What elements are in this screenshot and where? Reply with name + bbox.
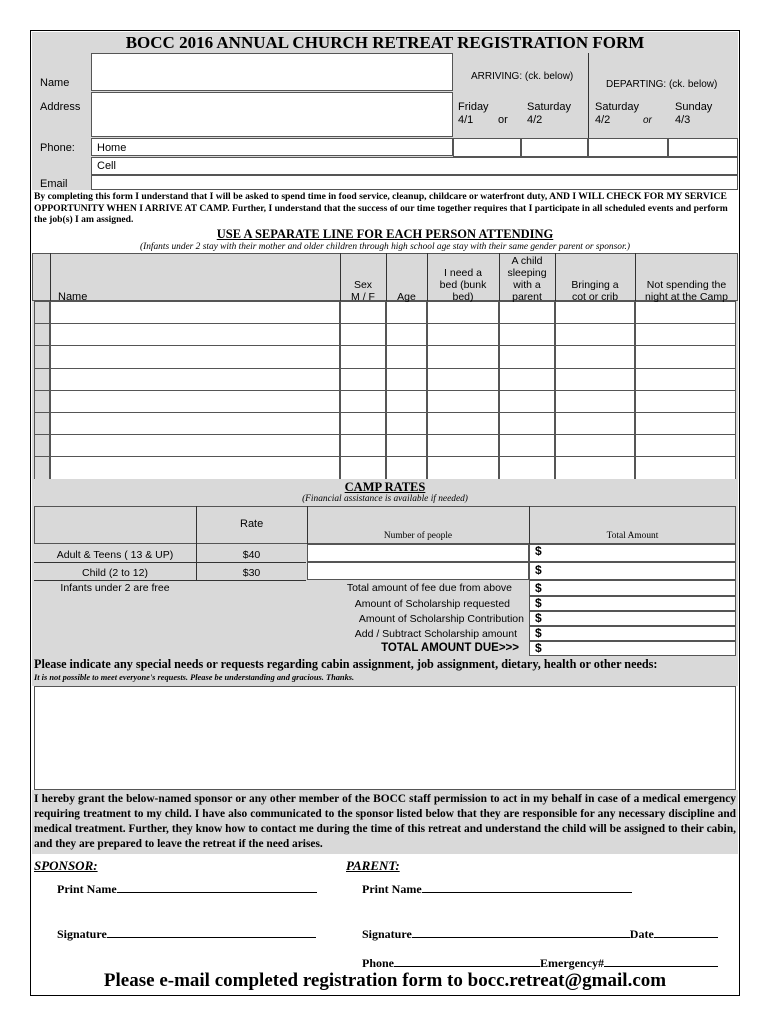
agreement-text: By completing this form I understand that I will be asked to spend time in food service, cleanup, childcare or waterfront duty, AND I WILL CHECK FOR MY SERVICE OPPORTUNITY WHEN I ARRIVE AT CAMP. Further, I understand that the success of our time together requires that I participate in all scheduled events and perform the job(s) I am assigned.: [34, 191, 728, 225]
infant-label: Infants under 2 are free: [60, 582, 170, 594]
cell-label: Cell: [97, 160, 116, 172]
parent-phone: Phone Emergency#: [362, 954, 718, 971]
attendee-cell[interactable]: [635, 390, 736, 413]
attendees-col-cot: Bringing a cot or crib: [571, 279, 619, 303]
arriving-header: ARRIVING: (ck. below): [471, 71, 574, 82]
attendee-cell[interactable]: [555, 390, 635, 413]
attendee-cell[interactable]: [386, 412, 427, 435]
add-subtract-label: Add / Subtract Scholarship amount: [354, 628, 517, 640]
attendee-cell[interactable]: [635, 412, 736, 435]
needs-note: It is not possible to meet everyone's requests. Please be understanding and gracious. Thanks.: [34, 673, 355, 682]
arrive-day1: Friday: [458, 101, 489, 113]
attendee-cell[interactable]: [50, 434, 340, 457]
home-label: Home: [97, 142, 127, 154]
attendee-cell[interactable]: [635, 301, 736, 324]
attendee-row-marker: [34, 412, 50, 435]
attendee-cell[interactable]: [50, 323, 340, 346]
sponsor-heading: SPONSOR:: [34, 858, 98, 873]
attendee-cell[interactable]: [635, 368, 736, 391]
attendee-row-marker: [34, 301, 50, 324]
address-label: Address: [40, 101, 81, 113]
attendee-cell[interactable]: [340, 434, 386, 457]
rate-header: Rate: [240, 518, 264, 530]
phone-label: Phone:: [40, 142, 75, 154]
attendee-row-marker: [34, 323, 50, 346]
depart-day1: Saturday: [595, 101, 640, 113]
attendee-cell[interactable]: [635, 323, 736, 346]
attendee-cell[interactable]: [50, 456, 340, 479]
attendee-cell[interactable]: [499, 368, 555, 391]
attendee-cell[interactable]: [555, 301, 635, 324]
permission-text: I hereby grant the below-named sponsor or any other member of the BOCC staff permission to act in my behalf in case of a medical emergency requiring treatment to my child. I have also communicated to the sponsor listed below that they are responsible for any necessary discipline and medical treatment. Further, they know how to contact me during the time of this retreat and understand the child will be assigned to their cabin, and they are prepared to leave the retreat if the need arises.: [34, 793, 736, 850]
child-count-field[interactable]: [307, 562, 529, 580]
attendee-cell[interactable]: [555, 434, 635, 457]
dollar-4: $: [535, 596, 542, 610]
adult-rate: $40: [242, 549, 261, 561]
attendee-cell[interactable]: [499, 456, 555, 479]
attendee-cell[interactable]: [427, 368, 499, 391]
attendees-heading: USE A SEPARATE LINE FOR EACH PERSON ATTENDING: [216, 227, 554, 241]
sponsor-print-name: Print Name: [57, 880, 317, 897]
attendees-col-notspending: Not spending the night at the Camp: [645, 279, 728, 303]
name-field[interactable]: [91, 53, 453, 91]
total-header: Total Amount: [606, 531, 659, 541]
attendee-cell[interactable]: [555, 456, 635, 479]
attendee-cell[interactable]: [427, 390, 499, 413]
attendee-cell[interactable]: [499, 434, 555, 457]
fee-total-field[interactable]: [529, 580, 736, 596]
scholarship-req-field[interactable]: [529, 596, 736, 611]
sponsor-print-name-line[interactable]: [117, 880, 317, 893]
scholarship-contrib-label: Amount of Scholarship Contribution: [358, 613, 524, 625]
attendee-cell[interactable]: [386, 434, 427, 457]
arrive-depart-divider: [588, 53, 589, 138]
rates-line-2: [34, 580, 306, 581]
depart-date1: 4/2: [595, 114, 611, 126]
needs-heading: Please indicate any special needs or requests regarding cabin assignment, job assignment, dietary, health or other needs:: [34, 657, 658, 671]
parent-print-name: Print Name: [362, 880, 632, 897]
parent-signature: Signature Date: [362, 925, 718, 942]
attendee-cell[interactable]: [499, 323, 555, 346]
attendee-cell[interactable]: [340, 390, 386, 413]
arrive-or: or: [498, 114, 508, 126]
attendees-note: (Infants under 2 stay with their mother and older children through high school age stay with their same gender parent or sponsor.): [139, 242, 631, 252]
attendee-cell[interactable]: [50, 345, 340, 368]
scholarship-contrib-field[interactable]: [529, 611, 736, 626]
attendee-cell[interactable]: [340, 456, 386, 479]
child-total-field[interactable]: [529, 562, 736, 580]
attendee-cell[interactable]: [386, 390, 427, 413]
attendee-cell[interactable]: [555, 345, 635, 368]
attendee-cell[interactable]: [555, 412, 635, 435]
attendee-cell[interactable]: [340, 412, 386, 435]
attendee-cell[interactable]: [635, 434, 736, 457]
page-title: BOCC 2016 ANNUAL CHURCH RETREAT REGISTRATION FORM: [125, 33, 645, 52]
attendee-cell[interactable]: [386, 323, 427, 346]
parent-heading: PARENT:: [346, 858, 400, 873]
attendee-cell[interactable]: [386, 345, 427, 368]
rates-heading: CAMP RATES: [344, 480, 426, 494]
attendee-row-marker: [34, 390, 50, 413]
dollar-7: $: [535, 641, 542, 655]
attendee-cell[interactable]: [50, 412, 340, 435]
sponsor-signature: Signature: [57, 925, 316, 942]
arrive-day2: Saturday: [527, 101, 572, 113]
dollar-5: $: [535, 611, 542, 625]
attendee-cell[interactable]: [340, 345, 386, 368]
attendee-cell[interactable]: [427, 434, 499, 457]
attendee-cell[interactable]: [50, 368, 340, 391]
attendees-col-sex: Sex M / F: [351, 279, 375, 303]
attendee-cell[interactable]: [427, 301, 499, 324]
arrive-date1: 4/1: [458, 114, 474, 126]
attendee-cell[interactable]: [386, 301, 427, 324]
home-phone-field[interactable]: [91, 138, 453, 156]
departing-header: DEPARTING: (ck. below): [606, 79, 718, 90]
dollar-2: $: [535, 563, 542, 577]
footer-email: Please e-mail completed registration form to bocc.retreat@gmail.com: [103, 970, 667, 991]
total-due-field[interactable]: [529, 641, 736, 656]
attendee-cell[interactable]: [499, 390, 555, 413]
depart-day2: Sunday: [675, 101, 713, 113]
needs-textarea[interactable]: [34, 686, 736, 790]
total-fee-label: Total amount of fee due from above: [346, 582, 512, 594]
attendee-cell[interactable]: [635, 456, 736, 479]
attendee-cell[interactable]: [427, 323, 499, 346]
attendee-row-marker: [34, 456, 50, 479]
rates-line-1: [34, 562, 306, 563]
parent-signature-line[interactable]: [412, 925, 630, 938]
attendees-col-bed: I need a bed (bunk bed): [439, 267, 487, 303]
adult-label: Adult & Teens ( 13 & UP): [56, 549, 174, 561]
child-label: Child (2 to 12): [82, 567, 148, 579]
attendee-cell[interactable]: [499, 301, 555, 324]
attendee-cell[interactable]: [427, 345, 499, 368]
child-rate: $30: [242, 567, 261, 579]
arrive-friday-check[interactable]: [453, 138, 521, 157]
attendee-cell[interactable]: [340, 368, 386, 391]
attendee-cell[interactable]: [499, 412, 555, 435]
add-subtract-field[interactable]: [529, 626, 736, 641]
attendee-row-marker: [34, 434, 50, 457]
total-due-label: TOTAL AMOUNT DUE>>>: [381, 642, 519, 654]
dollar-3: $: [535, 581, 542, 595]
depart-sunday-check[interactable]: [668, 138, 738, 157]
email-label: Email: [40, 178, 68, 190]
attendee-cell[interactable]: [386, 368, 427, 391]
arrive-date2: 4/2: [527, 114, 543, 126]
rates-note: (Financial assistance is available if needed): [302, 494, 468, 504]
attendee-cell[interactable]: [555, 323, 635, 346]
dollar-1: $: [535, 544, 542, 558]
attendee-cell[interactable]: [427, 412, 499, 435]
attendee-cell[interactable]: [386, 456, 427, 479]
email-field[interactable]: [91, 175, 738, 190]
dollar-6: $: [535, 626, 542, 640]
people-header: Number of people: [383, 531, 453, 541]
attendee-cell[interactable]: [50, 301, 340, 324]
adult-total-field[interactable]: [529, 544, 736, 562]
depart-saturday-check[interactable]: [588, 138, 668, 157]
attendee-row-marker: [34, 345, 50, 368]
parent-emergency-line[interactable]: [604, 954, 718, 967]
attendee-row-marker: [34, 368, 50, 391]
adult-count-field[interactable]: [307, 544, 529, 562]
attendees-col-name: Name: [58, 291, 88, 303]
attendee-cell[interactable]: [50, 390, 340, 413]
name-label: Name: [40, 77, 70, 89]
parent-print-name-line[interactable]: [422, 880, 632, 893]
cell-phone-field[interactable]: [91, 157, 738, 175]
attendees-col-age: Age: [397, 291, 416, 303]
attendees-header-divider: [50, 253, 51, 301]
attendee-cell[interactable]: [555, 368, 635, 391]
attendee-cell[interactable]: [635, 345, 736, 368]
attendee-cell[interactable]: [340, 301, 386, 324]
attendee-cell[interactable]: [499, 345, 555, 368]
arrive-saturday-check[interactable]: [521, 138, 588, 157]
scholarship-req-label: Amount of Scholarship requested: [354, 598, 510, 610]
address-field[interactable]: [91, 92, 453, 137]
attendees-col-child: A child sleeping with a parent: [507, 255, 547, 303]
attendee-cell[interactable]: [340, 323, 386, 346]
parent-date-line[interactable]: [654, 925, 718, 938]
depart-date2: 4/3: [675, 114, 691, 126]
sponsor-signature-line[interactable]: [107, 925, 316, 938]
depart-or: or: [643, 115, 652, 126]
parent-phone-line[interactable]: [394, 954, 540, 967]
attendee-cell[interactable]: [427, 456, 499, 479]
